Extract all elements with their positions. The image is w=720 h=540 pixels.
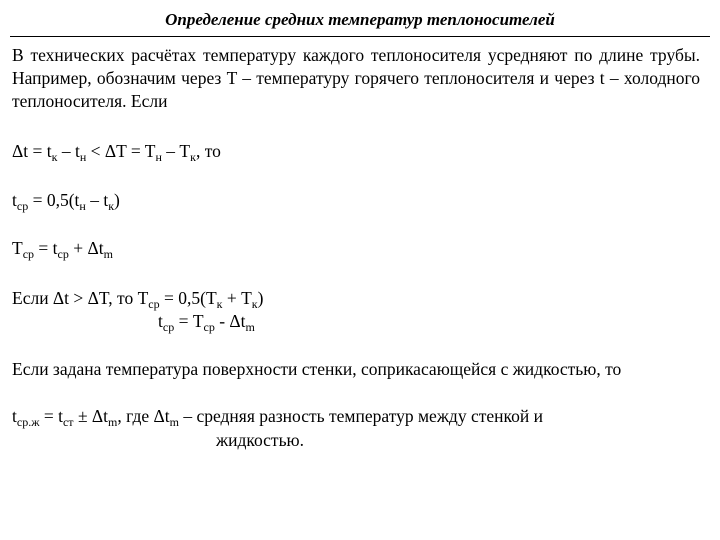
formula-t-from-T: $t_{ср} = T_{ср} - \Delta t_m$: [158, 311, 255, 334]
formula-fluid-temperature: $t_{ср.ж} = t_{ст} \pm \Delta t_m$, где $\Delta t_m$ – средняя разность температур между стенкой и: [12, 406, 543, 429]
intro-paragraph: В технических расчётах температуру каждого теплоносителя усредняют по длине трубы. Например, обозначим через T – температуру горячего теплоносителя и через t – холодного теплоносителя. Если: [12, 45, 700, 111]
wall-paragraph: Если задана температура поверхности стенки, соприкасающейся с жидкостью, то: [12, 359, 622, 379]
formula-t-mean: $t_{ср} = 0,5(t_н - t_к)$: [12, 190, 120, 213]
title-divider: [10, 36, 710, 37]
formula-delta-condition: $\Delta t = t_к - t_н < \Delta T = T_н - T_к$, то: [12, 141, 221, 164]
formula-T-mean: $T_{ср} = t_{ср} + \Delta t_m$: [12, 238, 113, 261]
page-title: Определение средних температур теплоносителей: [165, 10, 555, 29]
formula-continuation: жидкостью.: [216, 430, 305, 450]
formula-else-condition: Если Δt > ΔT, то $T_{ср} = 0,5(T_к + T_к)$: [12, 288, 264, 311]
